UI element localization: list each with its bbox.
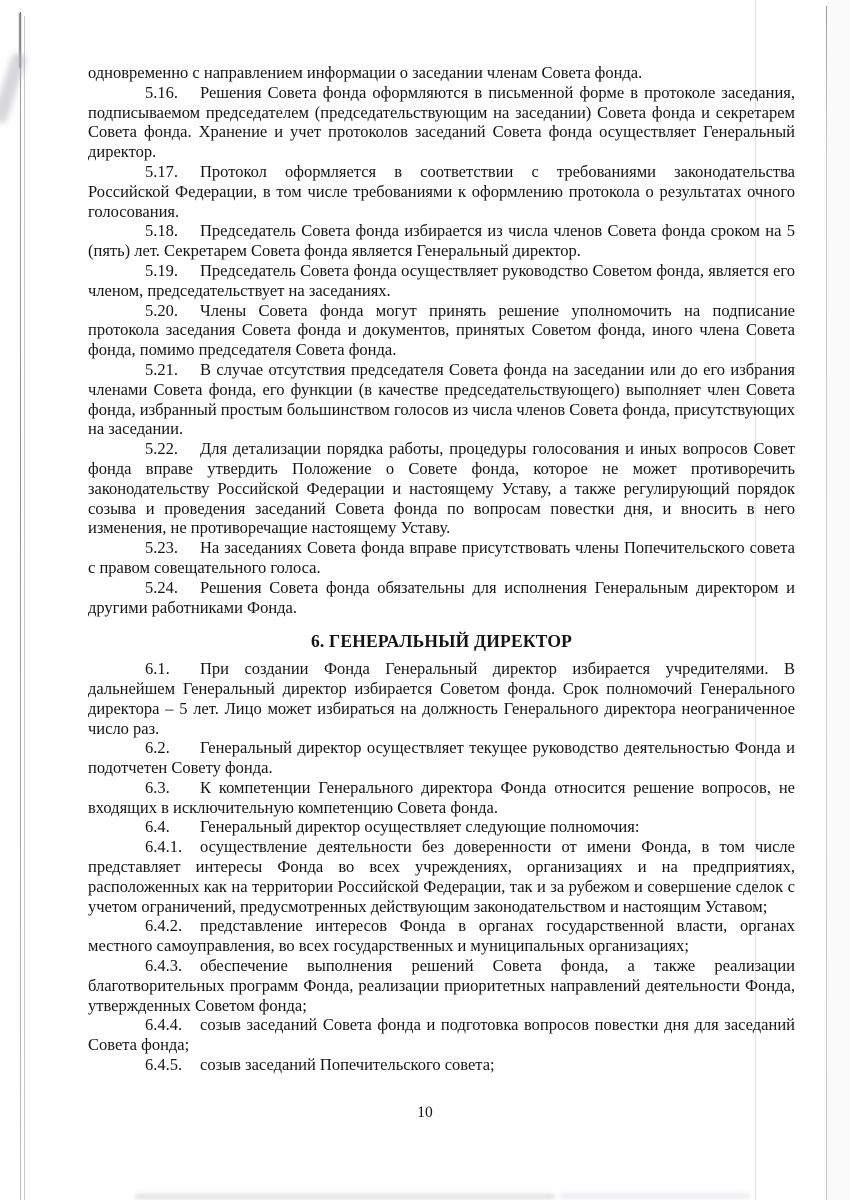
paragraph-text: При создании Фонда Генеральный директор избирается учредителями. В дальнейшем Генеральный директор избирается Советом фонда. Срок полномочий Генерального директора – 5 лет. Лицо может избираться на должность Генерального директора неограниченное число раз. xyxy=(88,659,795,738)
scan-left-edge-line-2 xyxy=(24,16,25,1200)
paragraph-text: Председатель Совета фонда осуществляет руководство Советом фонда, является его членом, председательствует на заседаниях. xyxy=(88,260,795,300)
paragraph-text: Председатель Совета фонда избирается из числа членов Совета фонда сроком на 5 (пять) лет. Секретарем Совета фонда является Генеральный директор. xyxy=(88,221,795,261)
paragraph xyxy=(88,301,795,360)
paragraph xyxy=(88,817,795,837)
paragraph-number: 5.21. xyxy=(145,359,178,379)
page-number: 10 xyxy=(417,1104,433,1121)
paragraph-number: 6.4. xyxy=(145,817,170,837)
section-heading: 6. ГЕНЕРАЛЬНЫЙ ДИРЕКТОР xyxy=(310,631,573,652)
paragraph-text: Генеральный директор осуществляет текущее руководство деятельностью Фонда и подотчетен Совету фонда. xyxy=(88,738,795,778)
paragraph xyxy=(88,916,795,956)
paragraph xyxy=(88,1055,795,1075)
paragraph xyxy=(88,162,795,221)
paragraph-number: 5.22. xyxy=(145,439,178,459)
paragraph xyxy=(88,538,795,578)
paragraph xyxy=(88,837,795,916)
paragraph-text: Для детализации порядка работы, процедуры голосования и иных вопросов Совет фонда вправе утвердить Положение о Совете фонда, которое не может противоречить законодательству Российской Федерации и настоящему Уставу, а также регулирующий порядок созыва и проведения заседаний Совета фонда по вопросам повестки дня, и вносить в него изменения, не противоречащие настоящему Уставу. xyxy=(88,439,795,538)
paragraph xyxy=(88,1015,795,1055)
paragraph-number: 6.4.4. xyxy=(145,1015,183,1035)
paragraph xyxy=(88,439,795,538)
paragraph xyxy=(88,956,795,1015)
paragraph-number: 6.4.1. xyxy=(145,837,183,857)
scan-left-edge-line xyxy=(20,12,21,1200)
paragraph xyxy=(88,659,795,738)
paragraph xyxy=(88,738,795,778)
paragraph-number: 5.20. xyxy=(145,300,178,320)
paragraph-text: одновременно с направлением информации о заседании членам Совета фонда. xyxy=(88,63,643,82)
paragraph-number: 6.4.2. xyxy=(145,916,183,936)
paragraph-text: Решения Совета фонда обязательны для исполнения Генеральным директором и другими работниками Фонда. xyxy=(88,577,795,617)
paragraph-text: Протокол оформляется в соответствии с требованиями законодательства Российской Федерации, в том числе требованиями к оформлению протокола о результатах очного голосования. xyxy=(88,161,795,221)
paragraph-number: 5.16. xyxy=(145,82,178,102)
scan-right-margin-strip xyxy=(827,0,850,1200)
paragraph-number: 6.4.5. xyxy=(145,1055,183,1075)
scan-right-edge-line xyxy=(826,6,827,1200)
document-body xyxy=(88,63,795,1075)
paragraph-number: 5.23. xyxy=(145,538,178,558)
paragraph xyxy=(88,578,795,618)
paragraph xyxy=(88,360,795,439)
paragraph-text: К компетенции Генерального директора Фонда относится решение вопросов, не входящих в исключительную компетенцию Совета фонда. xyxy=(88,777,795,817)
paragraph-text: Члены Совета фонда могут принять решение уполномочить на подписание протокола заседания Совета фонда и документов, принятых Советом фонда, иного члена Совета фонда, помимо председателя Совета фонда. xyxy=(88,300,795,360)
paragraph-text: созыв заседаний Совета фонда и подготовка вопросов повестки дня для заседаний Совета фонда; xyxy=(88,1015,795,1055)
paragraph xyxy=(88,83,795,162)
paragraph-text: В случае отсутствия председателя Совета фонда на заседании или до его избрания членами Совета фонда, его функции (в качестве председательствующего) выполняет член Совета фонда, избранный простым большинством голосов из числа членов Совета фонда, присутствующих на заседании. xyxy=(88,359,795,439)
paragraph-text: осуществление деятельности без доверенности от имени Фонда, в том числе представляет интересы Фонда во всех учреждениях, организациях и на предприятиях, расположенных как на территории Российской Федерации, так и за рубежом и совершение сделок с учетом ограничений, предусмотренных действующим законодательством и настоящим Уставом; xyxy=(88,837,795,916)
paragraph-number: 6.4.3. xyxy=(145,956,183,976)
paragraph-number: 5.17. xyxy=(145,161,178,181)
paragraph-text: Решения Совета фонда оформляются в письменной форме в протоколе заседания, подписываемом председателем (председательствующим на заседании) Совета фонда и секретарем Совета фонда. Хранение и учет протоколов заседаний Совета фонда осуществляет Генеральный директор. xyxy=(88,82,795,162)
paragraph-number: 6.1. xyxy=(145,659,170,679)
scan-bottom-smudge xyxy=(135,1194,555,1199)
scan-bottom-smudge-2 xyxy=(560,1194,750,1198)
paragraph xyxy=(88,778,795,818)
paragraph-text: На заседаниях Совета фонда вправе присутствовать члены Попечительского совета с правом совещательного голоса. xyxy=(88,538,795,577)
paragraph xyxy=(88,221,795,261)
paragraph-number: 5.24. xyxy=(145,577,178,597)
paragraph-number: 5.18. xyxy=(145,221,178,241)
paragraph xyxy=(88,63,795,83)
paragraph-text: обеспечение выполнения решений Совета фонда, а также реализации благотворительных программ Фонда, реализации приоритетных направлений деятельности Фонда, утвержденных Советом фонда; xyxy=(88,956,795,1015)
paragraph-text: представление интересов Фонда в органах государственной власти, органах местного самоуправления, во всех государственных и муниципальных организациях; xyxy=(88,916,795,956)
paragraph-number: 6.3. xyxy=(145,777,170,797)
paragraph xyxy=(88,261,795,301)
paragraph-text: Генеральный директор осуществляет следующие полномочия: xyxy=(200,817,640,837)
paragraph-number: 6.2. xyxy=(145,738,170,758)
paragraph-number: 5.19. xyxy=(145,260,178,280)
paragraph-text: созыв заседаний Попечительского совета; xyxy=(200,1055,495,1075)
